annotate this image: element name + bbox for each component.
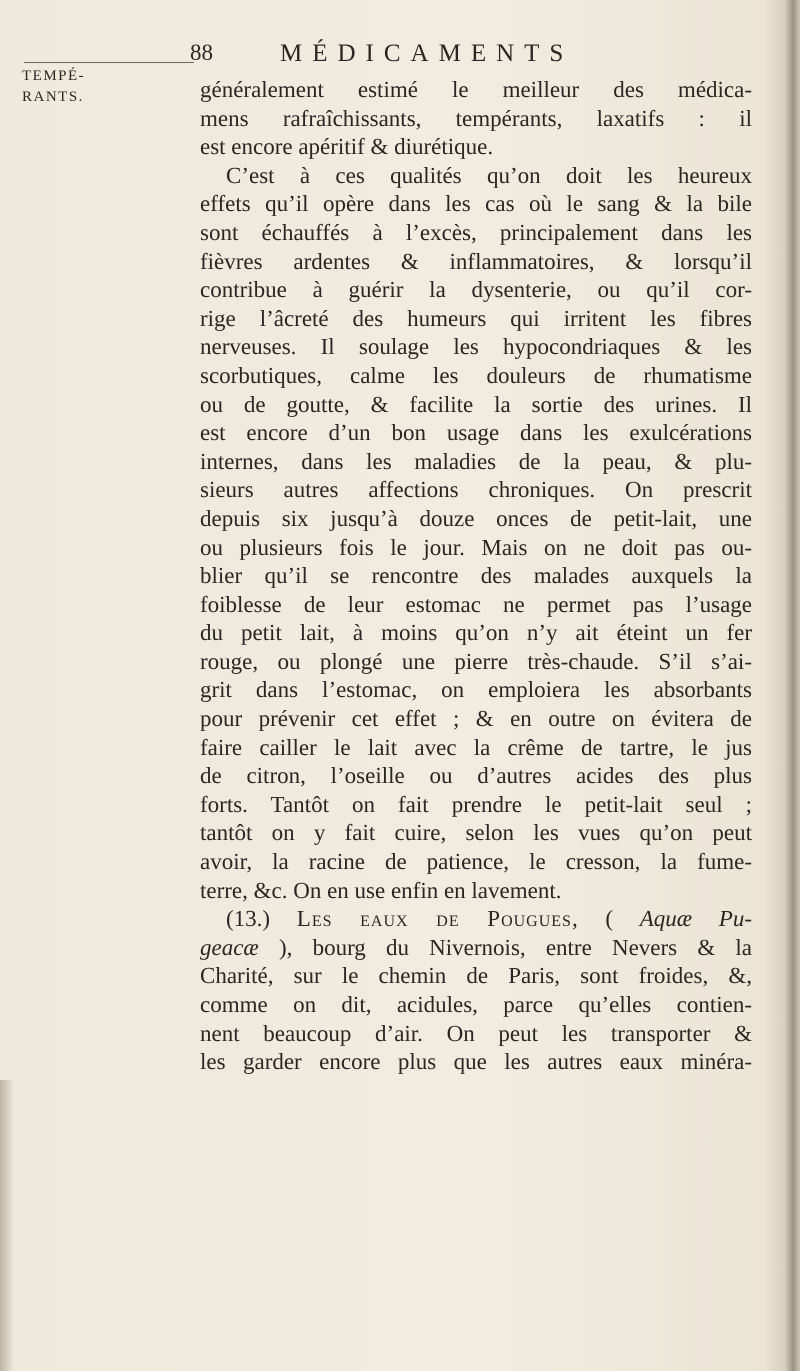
body-text bbox=[200, 76, 752, 1077]
text-line: forts. Tantôt on fait prendre le petit-lait seul ; bbox=[200, 791, 752, 817]
margin-rule bbox=[24, 62, 194, 63]
text-line: avoir, la racine de patience, le cresson, la fume- bbox=[200, 849, 752, 875]
section-latin: Aquæ Pu- bbox=[639, 906, 752, 932]
text-line: du petit lait, à moins qu’on n’y ait éteint un fer bbox=[200, 620, 752, 646]
text-line: pour prévenir cet effet ; & en outre on évitera de bbox=[200, 706, 752, 732]
text-line: rouge, ou plongé une pierre très-chaude. S’il s’ai- bbox=[200, 648, 752, 674]
text-line: fièvres ardentes & inflammatoires, & lorsqu’il bbox=[200, 248, 752, 274]
text-line: sieurs autres affections chroniques. On prescrit bbox=[200, 477, 752, 503]
text-line: effets qu’il opère dans les cas où le sang & la bile bbox=[200, 191, 752, 217]
text-line: de citron, l’oseille ou d’autres acides des plus bbox=[200, 763, 752, 789]
text-line: Charité, sur le chemin de Paris, sont froides, &, bbox=[200, 963, 752, 989]
text-line: depuis six jusqu’à douze onces de petit-lait, une bbox=[200, 505, 752, 531]
text-line: faire cailler le lait avec la crême de tartre, le jus bbox=[200, 734, 752, 760]
section-title: Les eaux de Pougues, bbox=[296, 906, 579, 932]
section-heading-line: (13.) Les eaux de Pougues, ( Aquæ Pu- bbox=[226, 906, 752, 932]
text-line: rige l’âcreté des humeurs qui irritent les fibres bbox=[200, 305, 752, 331]
margin-note-line: TEMPÉ- bbox=[22, 68, 86, 84]
text-line: ou de goutte, & facilite la sortie des urines. Il bbox=[200, 391, 752, 417]
text-line: comme on dit, acidules, parce qu’elles contien- bbox=[200, 992, 752, 1017]
text-line: grit dans l’estomac, on emploiera les absorbants bbox=[200, 677, 752, 703]
text-line: contribue à guérir la dysenterie, ou qu’il cor- bbox=[200, 277, 752, 303]
running-title: MÉDICAMENTS bbox=[280, 40, 574, 67]
text-line: geacæ ), bourg du Nivernois, entre Nevers & la bbox=[200, 934, 752, 960]
section-latin-cont: geacæ bbox=[200, 934, 259, 960]
text-line: foiblesse de leur estomac ne permet pas l’usage bbox=[200, 591, 752, 617]
text-line: blier qu’il se rencontre des malades auxquels la bbox=[200, 563, 752, 589]
margin-note bbox=[22, 66, 100, 108]
section-line-rest: , bourg du Nivernois, entre Nevers & la bbox=[286, 934, 752, 960]
binding-shadow bbox=[0, 1080, 14, 1371]
text-line: les garder encore plus que les autres eaux minéra- bbox=[200, 1049, 752, 1075]
text-line: internes, dans les maladies de la peau, & plu- bbox=[200, 448, 752, 474]
page-edge-shadow bbox=[766, 0, 800, 1371]
margin-note-line: RANTS. bbox=[22, 89, 84, 105]
text-line: C’est à ces qualités qu’on doit les heureux bbox=[226, 162, 752, 188]
text-line: ou plusieurs fois le jour. Mais on ne doit pas ou- bbox=[200, 534, 752, 560]
text-line: est encore apéritif & diurétique. bbox=[200, 134, 494, 160]
text-line: mens rafraîchissants, tempérants, laxatifs : il bbox=[200, 105, 752, 131]
text-line: nerveuses. Il soulage les hypocondriaques & les bbox=[200, 334, 752, 360]
text-line: nent beaucoup d’air. On peut les transporter & bbox=[200, 1020, 752, 1046]
text-line: scorbutiques, calme les douleurs de rhumatisme bbox=[200, 362, 752, 388]
text-line: sont échauffés à l’excès, principalement dans les bbox=[200, 219, 752, 245]
section-number: (13.) bbox=[226, 906, 271, 932]
text-line: terre, &c. On en use enfin en lavement. bbox=[200, 877, 562, 903]
text-line: généralement estimé le meilleur des médica- bbox=[200, 77, 752, 102]
page-number: 88 bbox=[190, 40, 213, 65]
text-line: est encore d’un bon usage dans les exulcérations bbox=[200, 420, 752, 446]
page-header bbox=[190, 40, 750, 76]
text-line: tantôt on y fait cuire, selon les vues qu’on peut bbox=[200, 820, 752, 846]
